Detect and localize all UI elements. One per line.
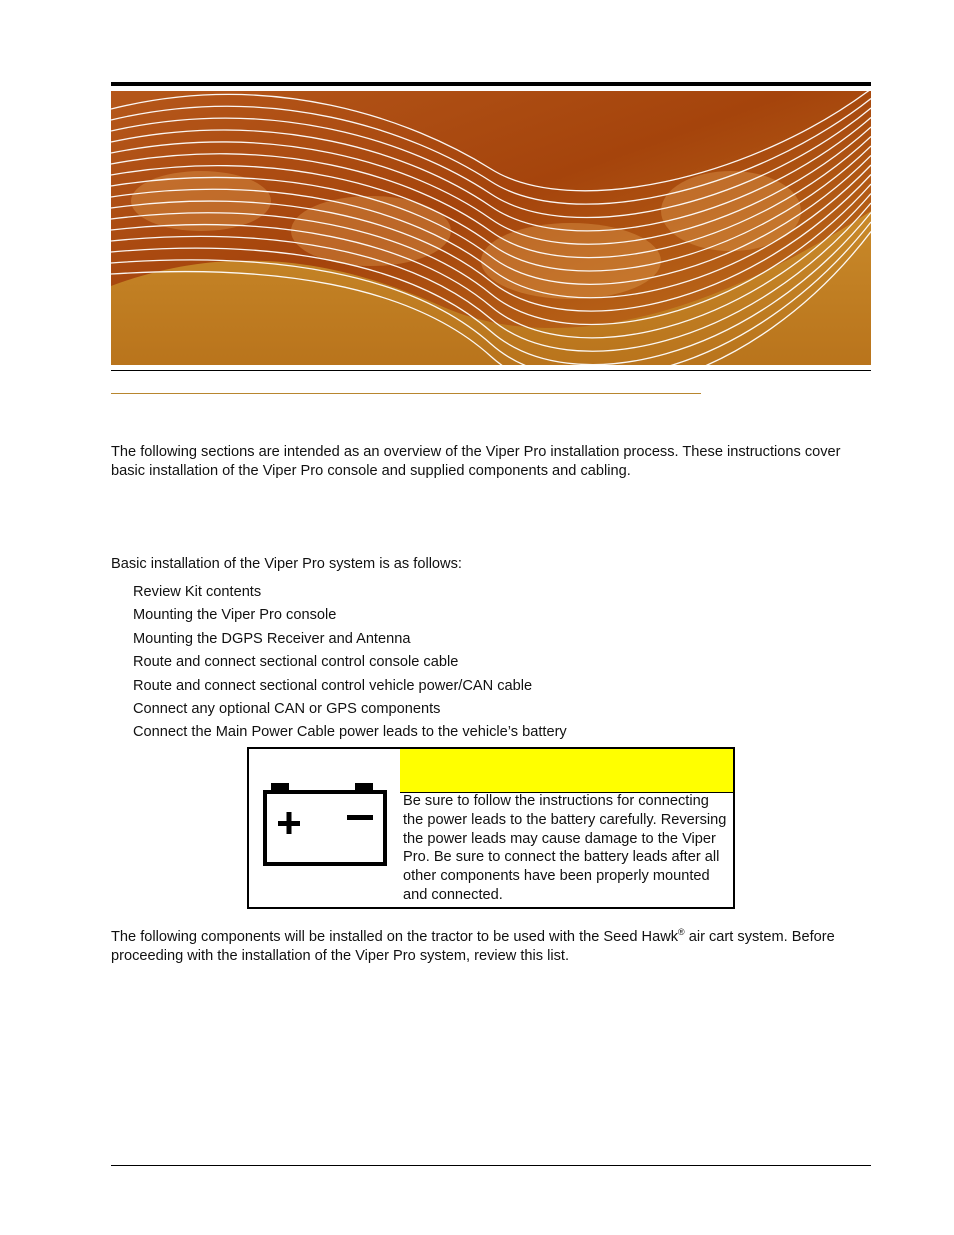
components-text-end: air cart system. Before proceeding with the installation of the Viper Pro system, review this list. — [111, 929, 835, 964]
battery-icon — [261, 781, 389, 869]
installation-step: Connect the Main Power Cable power leads to the vehicle’s battery — [133, 724, 567, 741]
footer-rule — [111, 1165, 871, 1166]
registered-mark: ® — [678, 927, 685, 938]
banner-bottom-rule — [111, 370, 871, 371]
header-rule — [111, 82, 871, 86]
installation-step: Mounting the Viper Pro console — [133, 607, 337, 624]
installation-step: Connect any optional CAN or GPS components — [133, 700, 441, 717]
installation-step: Review Kit contents — [133, 584, 262, 600]
installation-step: Route and connect sectional control vehicle power/CAN cable — [133, 677, 533, 694]
basic-installation-lead: Basic installation of the Viper Pro system is as follows: — [111, 556, 462, 572]
components-text-start: The following components will be installed on the tractor to be used with the Seed Hawk — [111, 929, 679, 945]
caution-header-bar — [400, 749, 733, 793]
intro-paragraph: The following sections are intended as an overview of the Viper Pro installation process. These instructions cover basic installation of the Viper Pro console and supplied components and cabling. — [111, 444, 841, 479]
installation-step: Mounting the DGPS Receiver and Antenna — [133, 630, 411, 647]
installation-steps-list — [133, 582, 567, 746]
caution-box — [247, 747, 735, 909]
installation-step: Route and connect sectional control console cable — [133, 654, 459, 671]
components-paragraph — [111, 928, 859, 965]
header-banner-image — [111, 91, 871, 365]
section-title-rule — [111, 393, 701, 394]
caution-text: Be sure to follow the instructions for connecting the power leads to the battery carefully. Reversing the power leads may cause damage to the Viper Pro. Be sure to connect the battery leads after all other components have been properly mounted and connected. — [403, 793, 727, 903]
